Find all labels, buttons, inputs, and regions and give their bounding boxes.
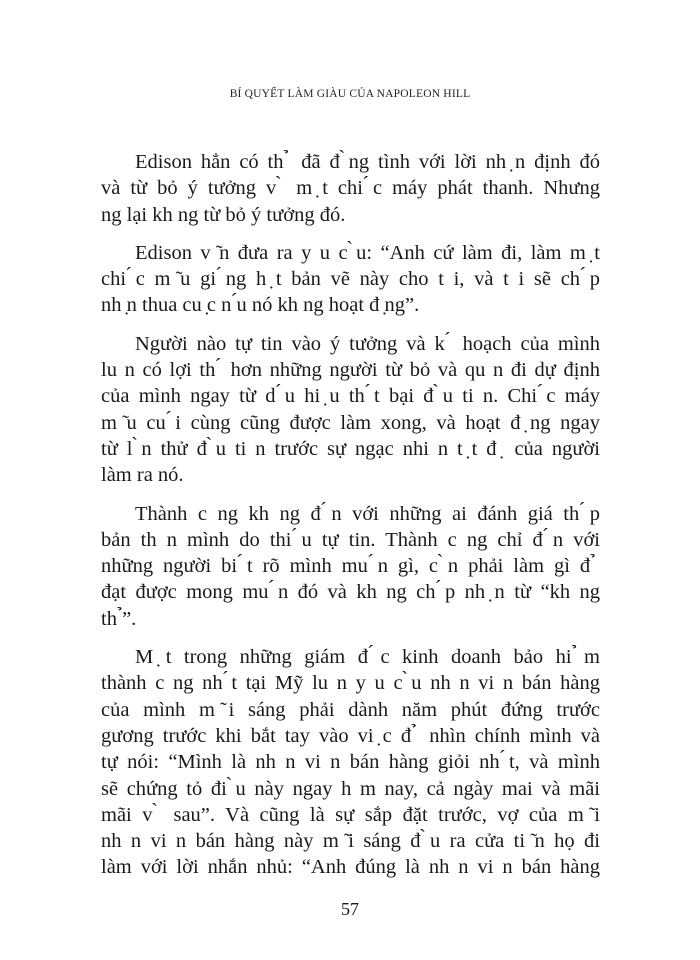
text-line: chi ́c m ̃u gi ́ng h ̣t bản vẽ này cho t i, và t i sẽ ch ́p xyxy=(101,268,600,291)
text-line: làm với lời nhắn nhủ: “Anh đúng là nh n vi n bán hàng xyxy=(101,856,600,879)
text-line: làm ra nó. xyxy=(101,464,184,487)
paragraph xyxy=(101,644,600,881)
text-line: từ l ̀n thử đ ̀u ti n trước sự ngạc nhi n t ̣t đ ̣ của người xyxy=(101,437,600,460)
text-line: ng lại kh ng từ bỏ ý tưởng đó. xyxy=(101,203,346,226)
text-line: của mình ngay từ d ́u hi ̣u th ́t bại đ ̀u ti n. Chi ́c máy xyxy=(101,385,600,408)
text-line: bản th n mình do thi ́u tự tin. Thành c ng chỉ đ ́n với xyxy=(101,528,600,551)
text-line: mãi v ̀ sau”. Và cũng là sự sắp đặt trước, vợ của m ̃i xyxy=(101,803,600,826)
text-line: M ̣t trong những giám đ ́c kinh doanh bảo hi ̉m xyxy=(135,646,600,669)
text-line: nh n vi n bán hàng này m ̃i sáng đ ̀u ra cửa ti ̃n họ đi xyxy=(101,830,600,853)
text-line: Người nào tự tin vào ý tưởng và k ́ hoạch của mình xyxy=(135,332,600,355)
text-line: m ̃u cu ́i cùng cũng được làm xong, và hoạt đ ̣ng ngay xyxy=(101,411,600,434)
text-line: sẽ chứng tỏ đi ̀u này ngay h m nay, cả ngày mai và mãi xyxy=(101,777,600,800)
paragraph xyxy=(101,331,600,489)
text-line: lu n có lợi th ́ hơn những người từ bỏ và qu n đi dự định xyxy=(101,359,600,382)
text-line: gương trước khi bắt tay vào vi ̣c đ ̉ nhìn chính mình và xyxy=(101,724,600,747)
text-line: Edison hẳn có th ̉ đã đ ̀ng tình với lời nh ̣n định đó xyxy=(135,151,600,173)
text-line: đạt được mong mu ́n đó và kh ng ch ́p nh ̣n từ “kh ng xyxy=(101,581,600,604)
page-body xyxy=(101,149,600,893)
text-line: Thành c ng kh ng đ ́n với những ai đánh giá th ́p xyxy=(135,502,600,525)
text-line: thành c ng nh ́t tại Mỹ lu n y u c ̀u nh n vi n bán hàng xyxy=(101,672,600,695)
text-line: và từ bỏ ý tưởng v ̀ m ̣t chi ́c máy phát thanh. Nhưng xyxy=(101,177,600,200)
text-line: những người bi ́t rõ mình mu ́n gì, c ̀n phải làm gì đ ̉ xyxy=(101,555,600,578)
paragraph xyxy=(101,149,600,228)
text-line: nh ̣n thua cu ̣c n ́u nó kh ng hoạt đ ̣ng”. xyxy=(101,294,420,317)
text-line: th ̉”. xyxy=(101,607,137,630)
page-number: 57 xyxy=(341,899,359,919)
paragraph xyxy=(101,240,600,319)
text-line: Edison v ̃n đưa ra y u c ̀u: “Anh cứ làm đi, làm m ̣t xyxy=(135,241,600,264)
running-header: BÍ QUYẾT LÀM GIÀU CỦA NAPOLEON HILL xyxy=(229,88,471,100)
paragraph xyxy=(101,501,600,632)
text-line: của mình m ̃i sáng phải dành năm phút đứng trước xyxy=(101,698,600,721)
text-line: tự nói: “Mình là nh n vi n bán hàng giỏi nh ́t, và mình xyxy=(101,751,600,774)
